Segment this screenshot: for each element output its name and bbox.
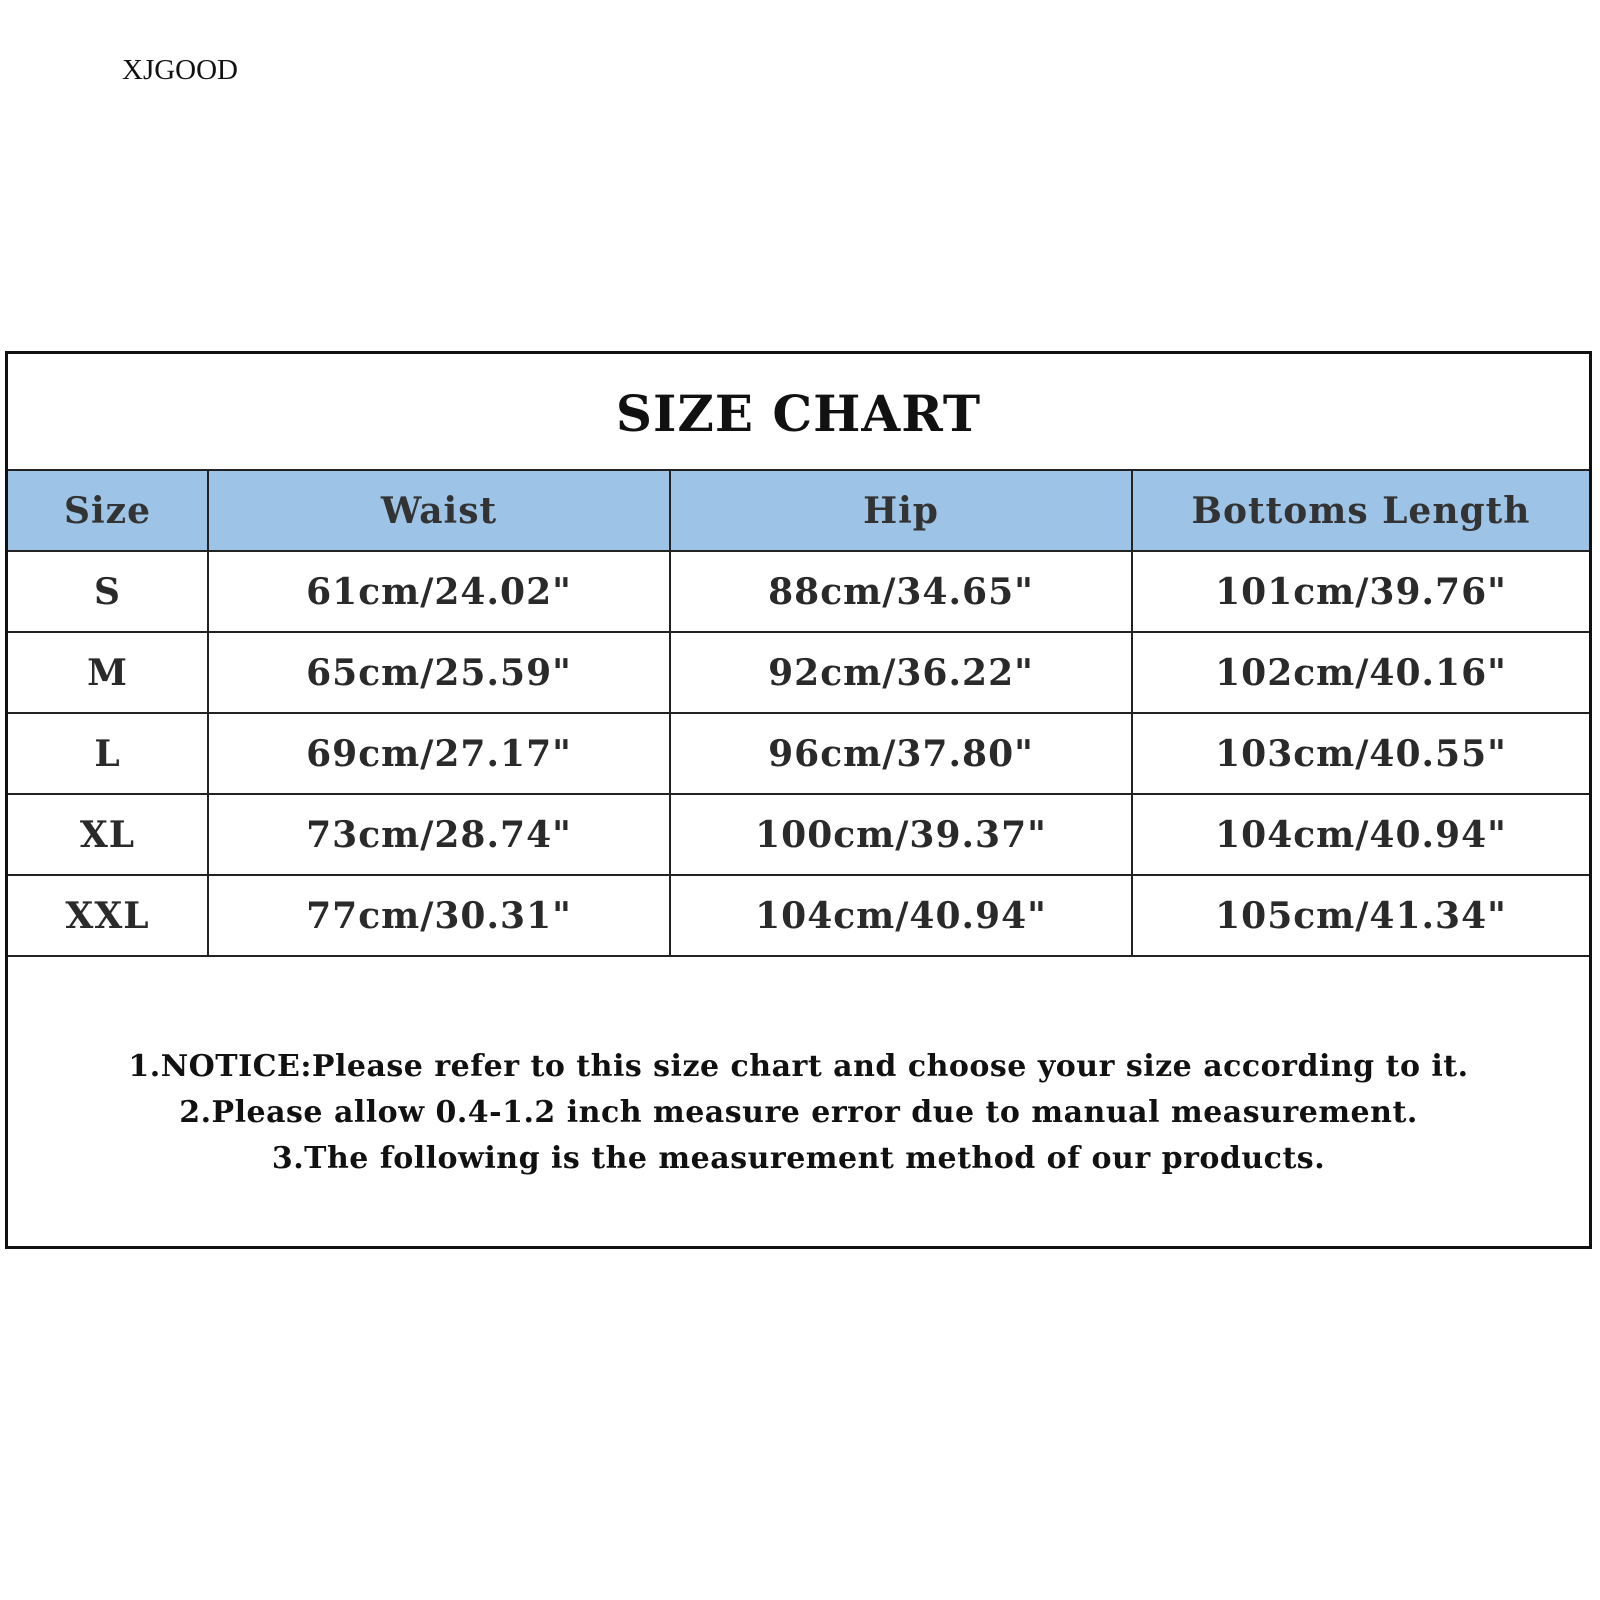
cell-waist: 65cm/25.59" <box>208 632 670 713</box>
brand-logo: XJGOOD <box>122 54 238 86</box>
cell-size: M <box>8 632 208 713</box>
notice-line: 1.NOTICE:Please refer to this size chart and choose your size according to it. <box>128 1049 1469 1084</box>
cell-bottoms-length: 104cm/40.94" <box>1132 794 1589 875</box>
table-row <box>8 551 1589 632</box>
cell-bottoms-length: 103cm/40.55" <box>1132 713 1589 794</box>
table-row <box>8 713 1589 794</box>
cell-size: XXL <box>8 875 208 956</box>
cell-waist: 69cm/27.17" <box>208 713 670 794</box>
notice-text <box>8 1044 1589 1182</box>
header-size: Size <box>8 470 208 551</box>
table-row <box>8 875 1589 956</box>
cell-hip: 104cm/40.94" <box>670 875 1132 956</box>
chart-title: SIZE CHART <box>615 384 982 443</box>
cell-size: XL <box>8 794 208 875</box>
cell-hip: 92cm/36.22" <box>670 632 1132 713</box>
size-table <box>8 469 1589 957</box>
header-row <box>8 470 1589 551</box>
table-row <box>8 632 1589 713</box>
cell-size: S <box>8 551 208 632</box>
table-row <box>8 794 1589 875</box>
cell-waist: 77cm/30.31" <box>208 875 670 956</box>
cell-hip: 96cm/37.80" <box>670 713 1132 794</box>
cell-size: L <box>8 713 208 794</box>
cell-bottoms-length: 102cm/40.16" <box>1132 632 1589 713</box>
cell-waist: 73cm/28.74" <box>208 794 670 875</box>
header-waist: Waist <box>208 470 670 551</box>
header-hip: Hip <box>670 470 1132 551</box>
notice-line: 2.Please allow 0.4-1.2 inch measure error due to manual measurement. <box>179 1095 1418 1130</box>
cell-waist: 61cm/24.02" <box>208 551 670 632</box>
header-bottoms-length: Bottoms Length <box>1132 470 1589 551</box>
cell-hip: 100cm/39.37" <box>670 794 1132 875</box>
cell-bottoms-length: 105cm/41.34" <box>1132 875 1589 956</box>
notice-line: 3.The following is the measurement method of our products. <box>271 1141 1326 1176</box>
size-chart <box>5 351 1592 1249</box>
cell-bottoms-length: 101cm/39.76" <box>1132 551 1589 632</box>
cell-hip: 88cm/34.65" <box>670 551 1132 632</box>
